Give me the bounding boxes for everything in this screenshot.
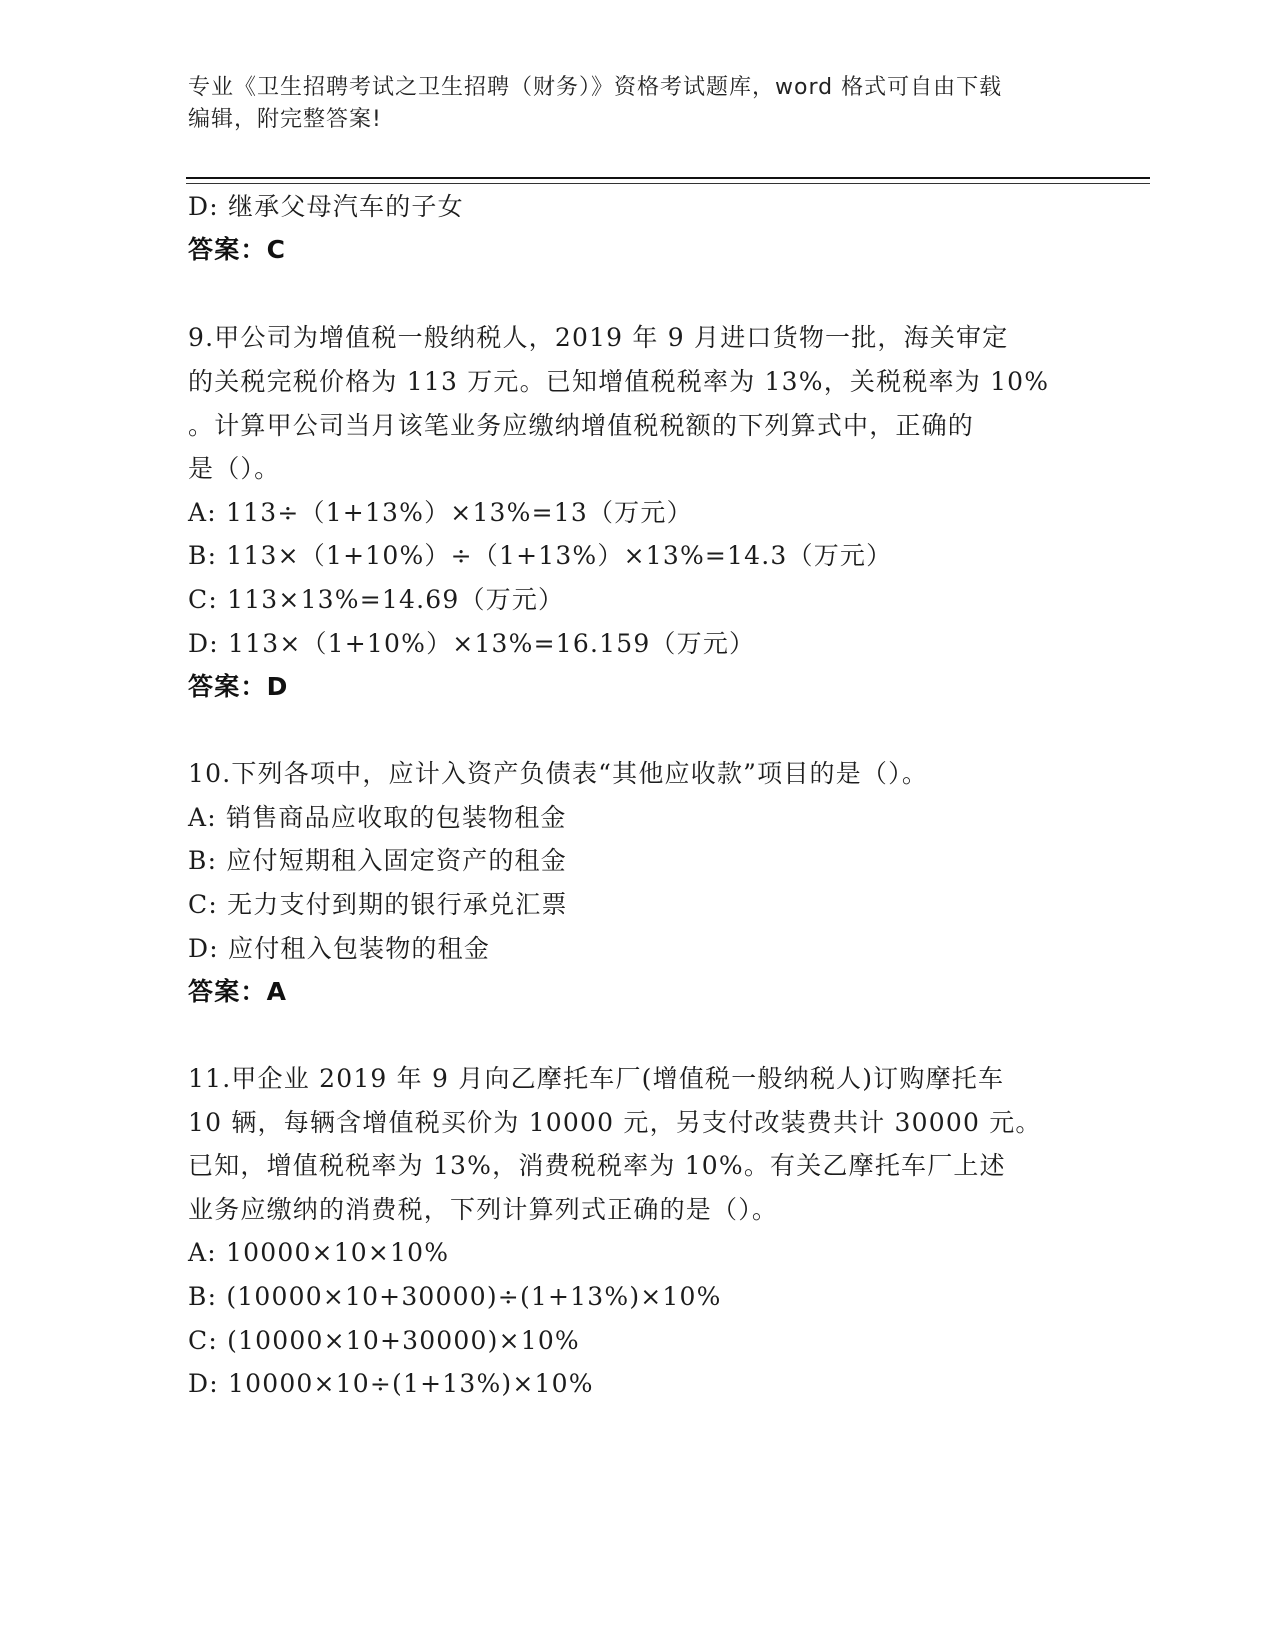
q11-stem-line-1: 11.甲企业 2019 年 9 月向乙摩托车厂(增值税一般纳税人)订购摩托车 [188,1064,1005,1093]
q11-option-d: D: 10000×10÷(1+13%)×10% [188,1369,594,1398]
q9-stem-line-4: 是（）。 [188,454,281,483]
q11-option-a: A: 10000×10×10% [188,1238,450,1267]
header-divider-thick [186,177,1150,179]
header-line-2: 编辑，附完整答案! [188,107,382,132]
q10-option-c: C: 无力支付到期的银行承兑汇票 [188,890,568,919]
q9-option-c: C: 113×13%=14.69（万元） [188,585,565,614]
q9-option-d: D: 113×（1+10%）×13%=16.159（万元） [188,629,756,658]
q9-option-a: A: 113÷（1+13%）×13%=13（万元） [188,498,693,527]
q11-option-c: C: (10000×10+30000)×10% [188,1326,580,1355]
q11-stem-line-4: 业务应缴纳的消费税，下列计算列式正确的是（）。 [188,1195,779,1224]
q10-stem-line-1: 10.下列各项中，应计入资产负债表“其他应收款”项目的是（）。 [188,759,929,788]
header-line-1: 专业《卫生招聘考试之卫生招聘（财务）》资格考试题库，word 格式可自由下载 [188,75,1003,100]
document-header [188,72,1068,136]
q9-answer: 答案：D [188,672,289,701]
q9-stem-line-1: 9.甲公司为增值税一般纳税人，2019 年 9 月进口货物一批，海关审定 [188,323,1009,352]
q11-option-b: B: (10000×10+30000)÷(1+13%)×10% [188,1282,722,1311]
prev-answer: 答案：C [188,235,287,264]
q10-option-b: B: 应付短期租入固定资产的租金 [188,846,567,875]
q10-option-d: D: 应付租入包装物的租金 [188,934,491,963]
q9-stem-line-2: 的关税完税价格为 113 万元。已知增值税税率为 13%，关税税率为 10% [188,367,1050,396]
q11-stem-line-2: 10 辆，每辆含增值税买价为 10000 元，另支付改装费共计 30000 元。 [188,1108,1042,1137]
q10-option-a: A: 销售商品应收取的包装物租金 [188,803,567,832]
q11-stem-line-3: 已知，增值税税率为 13%，消费税税率为 10%。有关乙摩托车厂上述 [188,1151,1006,1180]
header-divider-thin [186,183,1150,184]
prev-option-d: D: 继承父母汽车的子女 [188,192,464,221]
q10-answer: 答案：A [188,977,288,1006]
q9-stem-line-3: 。计算甲公司当月该笔业务应缴纳增值税税额的下列算式中，正确的 [188,411,975,440]
q9-option-b: B: 113×（1+10%）÷（1+13%）×13%=14.3（万元） [188,541,893,570]
